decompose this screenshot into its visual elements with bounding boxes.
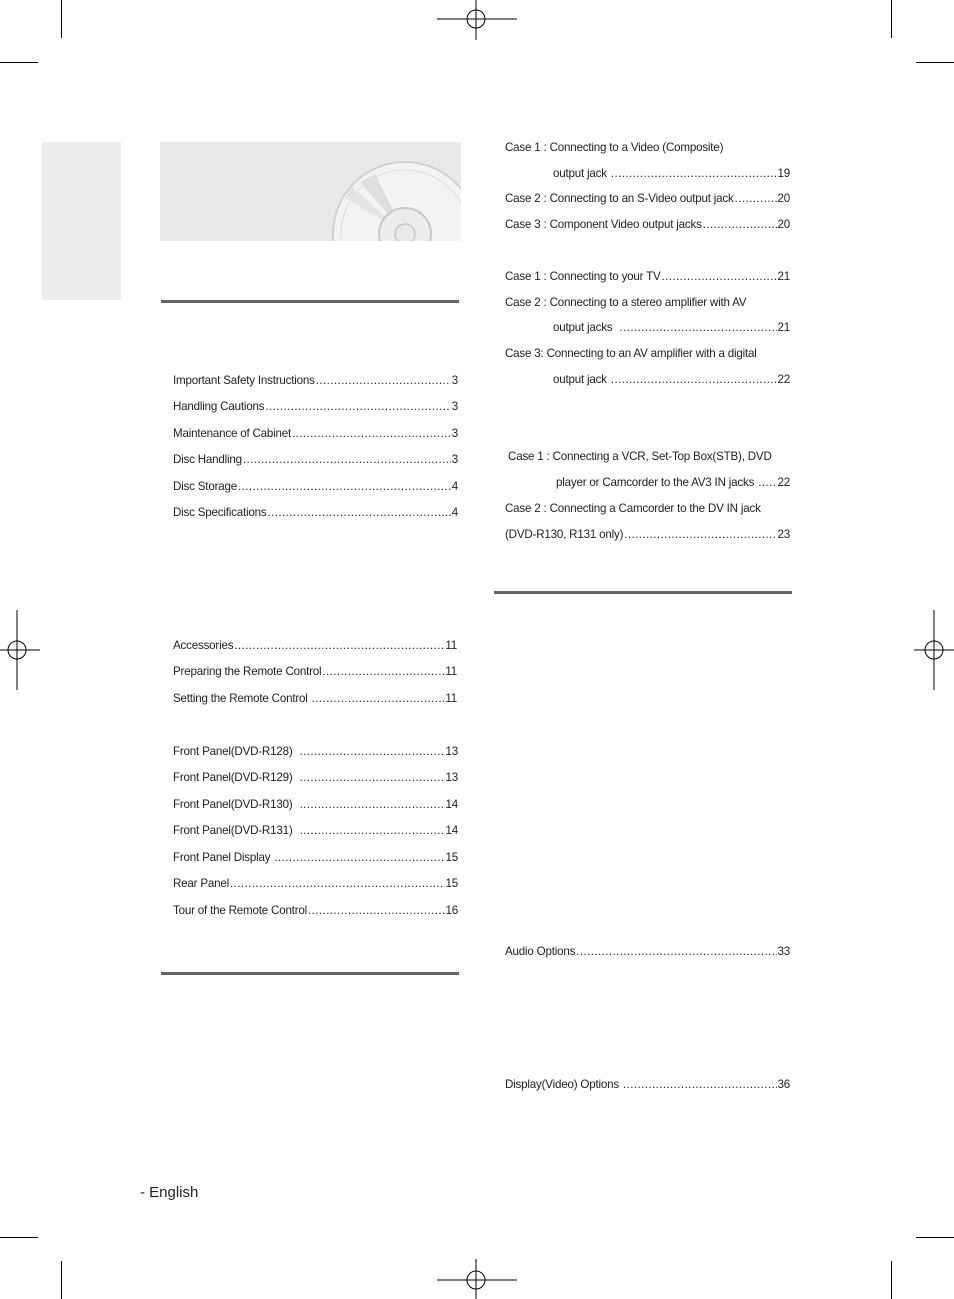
toc-line: Case 2 : Connecting a Camcorder to the DV IN jack xyxy=(505,502,761,515)
toc-entry: Accessories ..... 11 xyxy=(173,639,457,655)
toc-entry: Case 1 : Connecting to your TV ..... 21 xyxy=(505,270,790,286)
toc-line: Case 2 : Connecting to a stereo amplifier with AV xyxy=(505,296,747,309)
registration-mark-right-icon xyxy=(914,610,954,690)
toc-entry: Front Panel(DVD-R131) ..... 14 xyxy=(173,824,458,840)
toc-entry: output jacks ..... 21 xyxy=(553,321,790,337)
toc-entry: Front Panel(DVD-R130) ..... 14 xyxy=(173,798,458,814)
registration-mark-bottom-icon xyxy=(437,1259,517,1299)
toc-entry: output jack ..... 19 xyxy=(553,167,790,183)
toc-entry: Important Safety Instructions ..... 3 xyxy=(173,374,458,390)
toc-entry: Handling Cautions ..... 3 xyxy=(173,400,458,416)
toc-entry: Case 3 : Component Video output jacks ..... 20 xyxy=(505,218,790,234)
toc-entry: (DVD-R130, R131 only) ..... 23 xyxy=(505,528,790,544)
section-rule-right xyxy=(494,591,792,594)
section-rule-left-top xyxy=(161,300,459,303)
toc-entry: Front Panel(DVD-R128) ..... 13 xyxy=(173,745,458,761)
toc-entry: Setting the Remote Control ..... 11 xyxy=(173,692,457,708)
disc-icon xyxy=(160,142,461,241)
toc-entry: player or Camcorder to the AV3 IN jacks ..... 22 xyxy=(556,476,790,492)
toc-entry: Maintenance of Cabinet ..... 3 xyxy=(173,427,458,443)
header-banner xyxy=(160,142,461,241)
toc-entry: Front Panel Display ..... 15 xyxy=(173,851,458,867)
toc-entry: Audio Options ..... 33 xyxy=(505,945,790,961)
toc-line: Case 3: Connecting to an AV amplifier with a digital xyxy=(505,347,757,360)
toc-entry: Rear Panel ..... 15 xyxy=(173,877,458,893)
toc-line: Case 1 : Connecting a VCR, Set-Top Box(STB), DVD xyxy=(505,450,772,463)
registration-mark-top-icon xyxy=(437,0,517,40)
toc-line: Case 1 : Connecting to a Video (Composite) xyxy=(505,141,724,154)
toc-entry: Display(Video) Options ..... 36 xyxy=(505,1078,790,1094)
page-footer-language: - English xyxy=(140,1184,199,1201)
section-rule-left-bottom xyxy=(161,972,459,975)
toc-entry: Disc Storage ..... 4 xyxy=(173,480,458,496)
toc-entry: output jack ..... 22 xyxy=(553,373,790,389)
toc-entry: Preparing the Remote Control ..... 11 xyxy=(173,665,457,681)
toc-entry: Disc Specifications ..... 4 xyxy=(173,506,458,522)
toc-entry: Tour of the Remote Control ..... 16 xyxy=(173,904,458,920)
side-tab xyxy=(42,142,121,300)
toc-entry: Front Panel(DVD-R129) ..... 13 xyxy=(173,771,458,787)
toc-entry: Case 2 : Connecting to an S-Video output jack ..... 20 xyxy=(505,192,790,208)
registration-mark-left-icon xyxy=(0,610,40,690)
toc-entry: Disc Handling ..... 3 xyxy=(173,453,458,469)
